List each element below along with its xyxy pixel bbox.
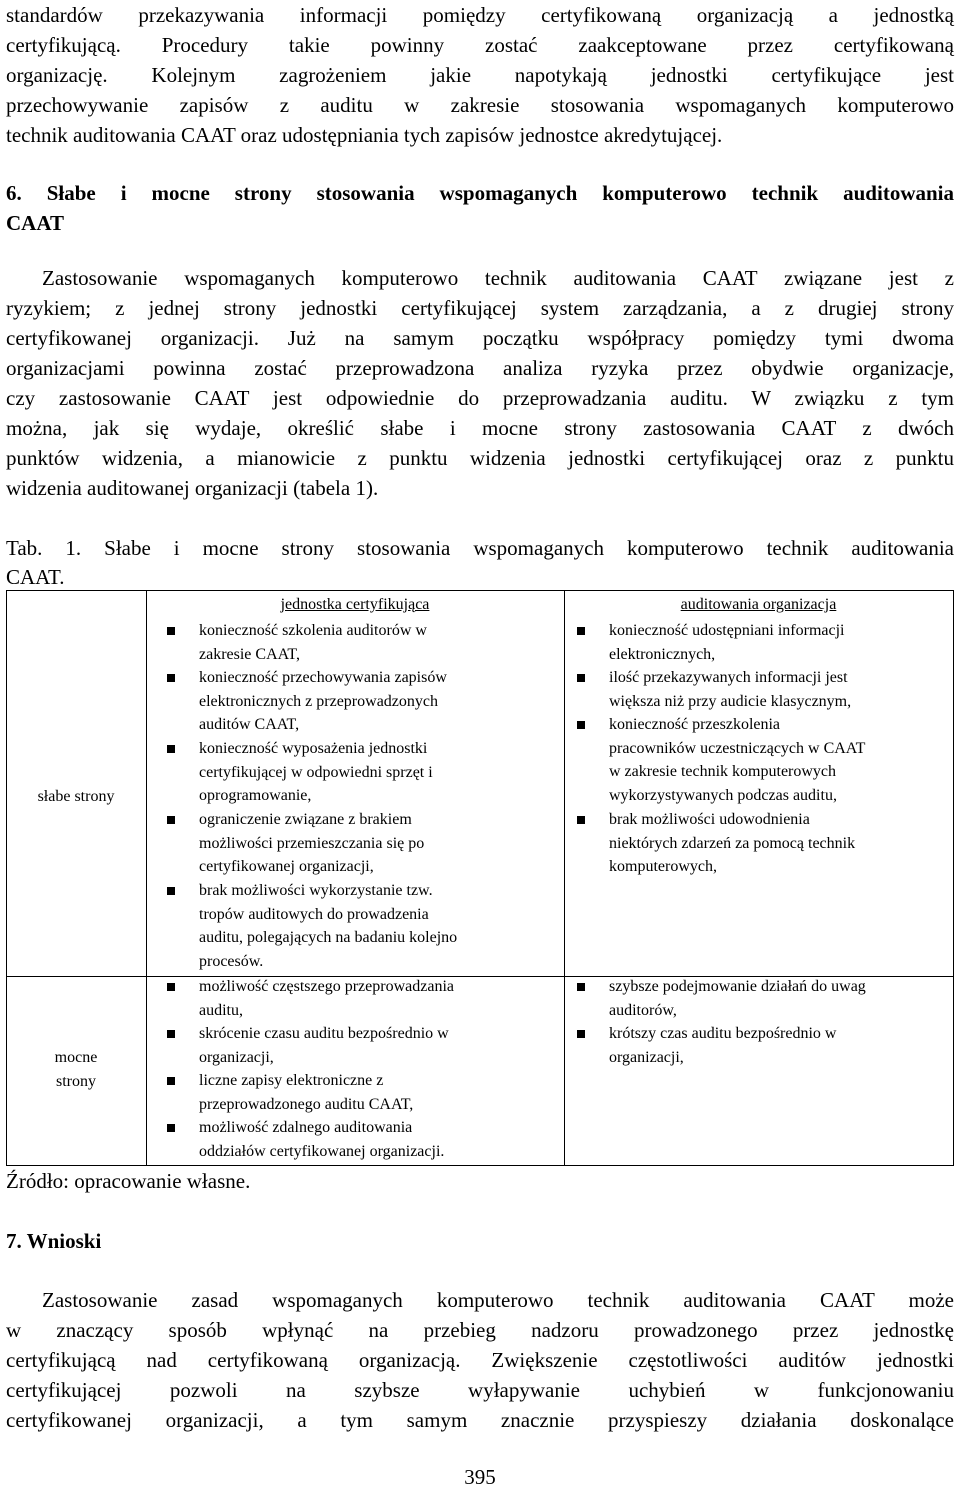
table-border	[953, 590, 954, 1166]
text-line: standardów przekazywania informacji pomiędzy certyfikowaną organizacją a jednostką	[6, 3, 954, 27]
bullet-icon	[167, 674, 175, 682]
text-line: w znaczący sposób wpłynąć na przebieg nadzoru prowadzonego przez jednostkę	[6, 1318, 954, 1342]
bullet-icon	[577, 674, 585, 682]
bullet-icon	[167, 887, 175, 895]
text-line: certyfikującą. Procedury takie powinny zostać zaakceptowane przez certyfikowaną	[6, 33, 954, 57]
column-header-certifying-body: jednostka certyfikująca	[280, 596, 430, 613]
bullet-icon	[167, 745, 175, 753]
column-header-audited-organization: auditowania organizacja	[680, 596, 837, 613]
text-line: certyfikowanej organizacji, a tym samym znacznie przyspieszy działania doskonalące	[6, 1408, 954, 1432]
strengths-weaknesses-table: jednostka certyfikująca auditowania organizacja słabe strony konieczność szkolenia auditorów w zakresie CAAT, konieczność przechowywania zapisów elektronicznych z przeprowadzonych auditów CAAT, konieczność wyposażenia jednostki certyfikującej w odpowiedni sprzęt i oprogramowanie, ograniczenie związane z brakiem możliwości przemieszczania się po certyfikowanej organizacji, brak możliwości wykorzystanie tzw. tropów auditowych do prowadzenia auditu, polegających na badaniu kolejno procesów. konieczność udostępniani informacji elektronicznych, ilość przekazywanych informacji jest większa niż przy audicie klasycznym, konieczność przeszkolenia pracowników uczestniczących w CAAT w zakresie technik komputerowych wykorzystywanych podczas auditu, brak możliwości udowodnienia niektórych zdarzeń za pomocą technik komputerowych, mocne strony możliwość częstszego przeprowadzania auditu, skrócenie czasu auditu bezpośrednio w organizacji, liczne zapisy elektroniczne z przeprowadzonego auditu CAAT, możliwość zdalnego auditowania oddziałów certyfikowanej organizacji. szybsze podejmowanie działań do uwag auditorów, krótszy czas auditu bezpośrednio w organizacji,	[6, 590, 954, 1166]
text-line: ryzykiem; z jednej strony jednostki certyfikującej system zarządzania, a z drugiej strony	[6, 296, 954, 320]
bullet-icon	[577, 721, 585, 729]
bullet-icon	[577, 983, 585, 991]
text-line: punktów widzenia, a mianowicie z punktu widzenia jednostki certyfikującej oraz z punktu	[6, 446, 954, 470]
text-line: Zastosowanie wspomaganych komputerowo technik auditowania CAAT związane jest z	[42, 266, 954, 290]
bullet-icon	[167, 1030, 175, 1038]
bullet-icon	[167, 1077, 175, 1085]
column-divider	[564, 590, 565, 1166]
text-line: certyfikowanej organizacji. Już na samym początku współpracy pomiędzy tymi dwoma	[6, 326, 954, 350]
bullet-icon	[577, 1030, 585, 1038]
row-label-strengths: mocne strony	[54, 1049, 98, 1090]
bullet-icon	[167, 1124, 175, 1132]
column-divider	[146, 590, 147, 1166]
caption-line: Tab. 1. Słabe i mocne strony stosowania wspomaganych komputerowo technik auditowania	[6, 536, 954, 560]
text-line: technik auditowania CAAT oraz udostępniania tych zapisów jednostce akredytującej.	[6, 123, 723, 147]
table-border	[6, 590, 954, 591]
text-line: Zastosowanie zasad wspomaganych komputerowo technik auditowania CAAT może	[42, 1288, 954, 1312]
bullet-icon	[577, 816, 585, 824]
heading-line: 6. Słabe i mocne strony stosowania wspomaganych komputerowo technik auditowania	[6, 181, 954, 205]
text-line: certyfikującą nad certyfikowaną organizacją. Zwiększenie częstotliwości auditów jednostki	[6, 1348, 954, 1372]
bullet-icon	[167, 816, 175, 824]
bullet-icon	[167, 983, 175, 991]
table-source: Źródło: opracowanie własne.	[6, 1169, 251, 1193]
text-line: można, jak się wydaje, określić słabe i mocne strony zastosowania CAAT z dwóch	[6, 416, 954, 440]
heading-line: CAAT	[6, 211, 64, 235]
text-line: organizację. Kolejnym zagrożeniem jakie napotykają jednostki certyfikujące jest	[6, 63, 954, 87]
text-line: przechowywanie zapisów z auditu w zakresie stosowania wspomaganych komputerowo	[6, 93, 954, 117]
page-number: 395	[464, 1465, 496, 1489]
bullet-icon	[167, 627, 175, 635]
section-7-heading: 7. Wnioski	[6, 1229, 102, 1253]
text-line: certyfikującej pozwoli na szybsze wyłapywanie uchybień w funkcjonowaniu	[6, 1378, 954, 1402]
text-line: widzenia auditowanej organizacji (tabela 1).	[6, 476, 379, 500]
caption-line: CAAT.	[6, 565, 65, 589]
bullet-icon	[577, 627, 585, 635]
text-line: organizacjami powinna zostać przeprowadzona analiza ryzyka przez obydwie organizacje,	[6, 356, 954, 380]
row-label-weaknesses: słabe strony	[37, 788, 115, 805]
text-line: czy zastosowanie CAAT jest odpowiednie do przeprowadzania auditu. W związku z tym	[6, 386, 954, 410]
